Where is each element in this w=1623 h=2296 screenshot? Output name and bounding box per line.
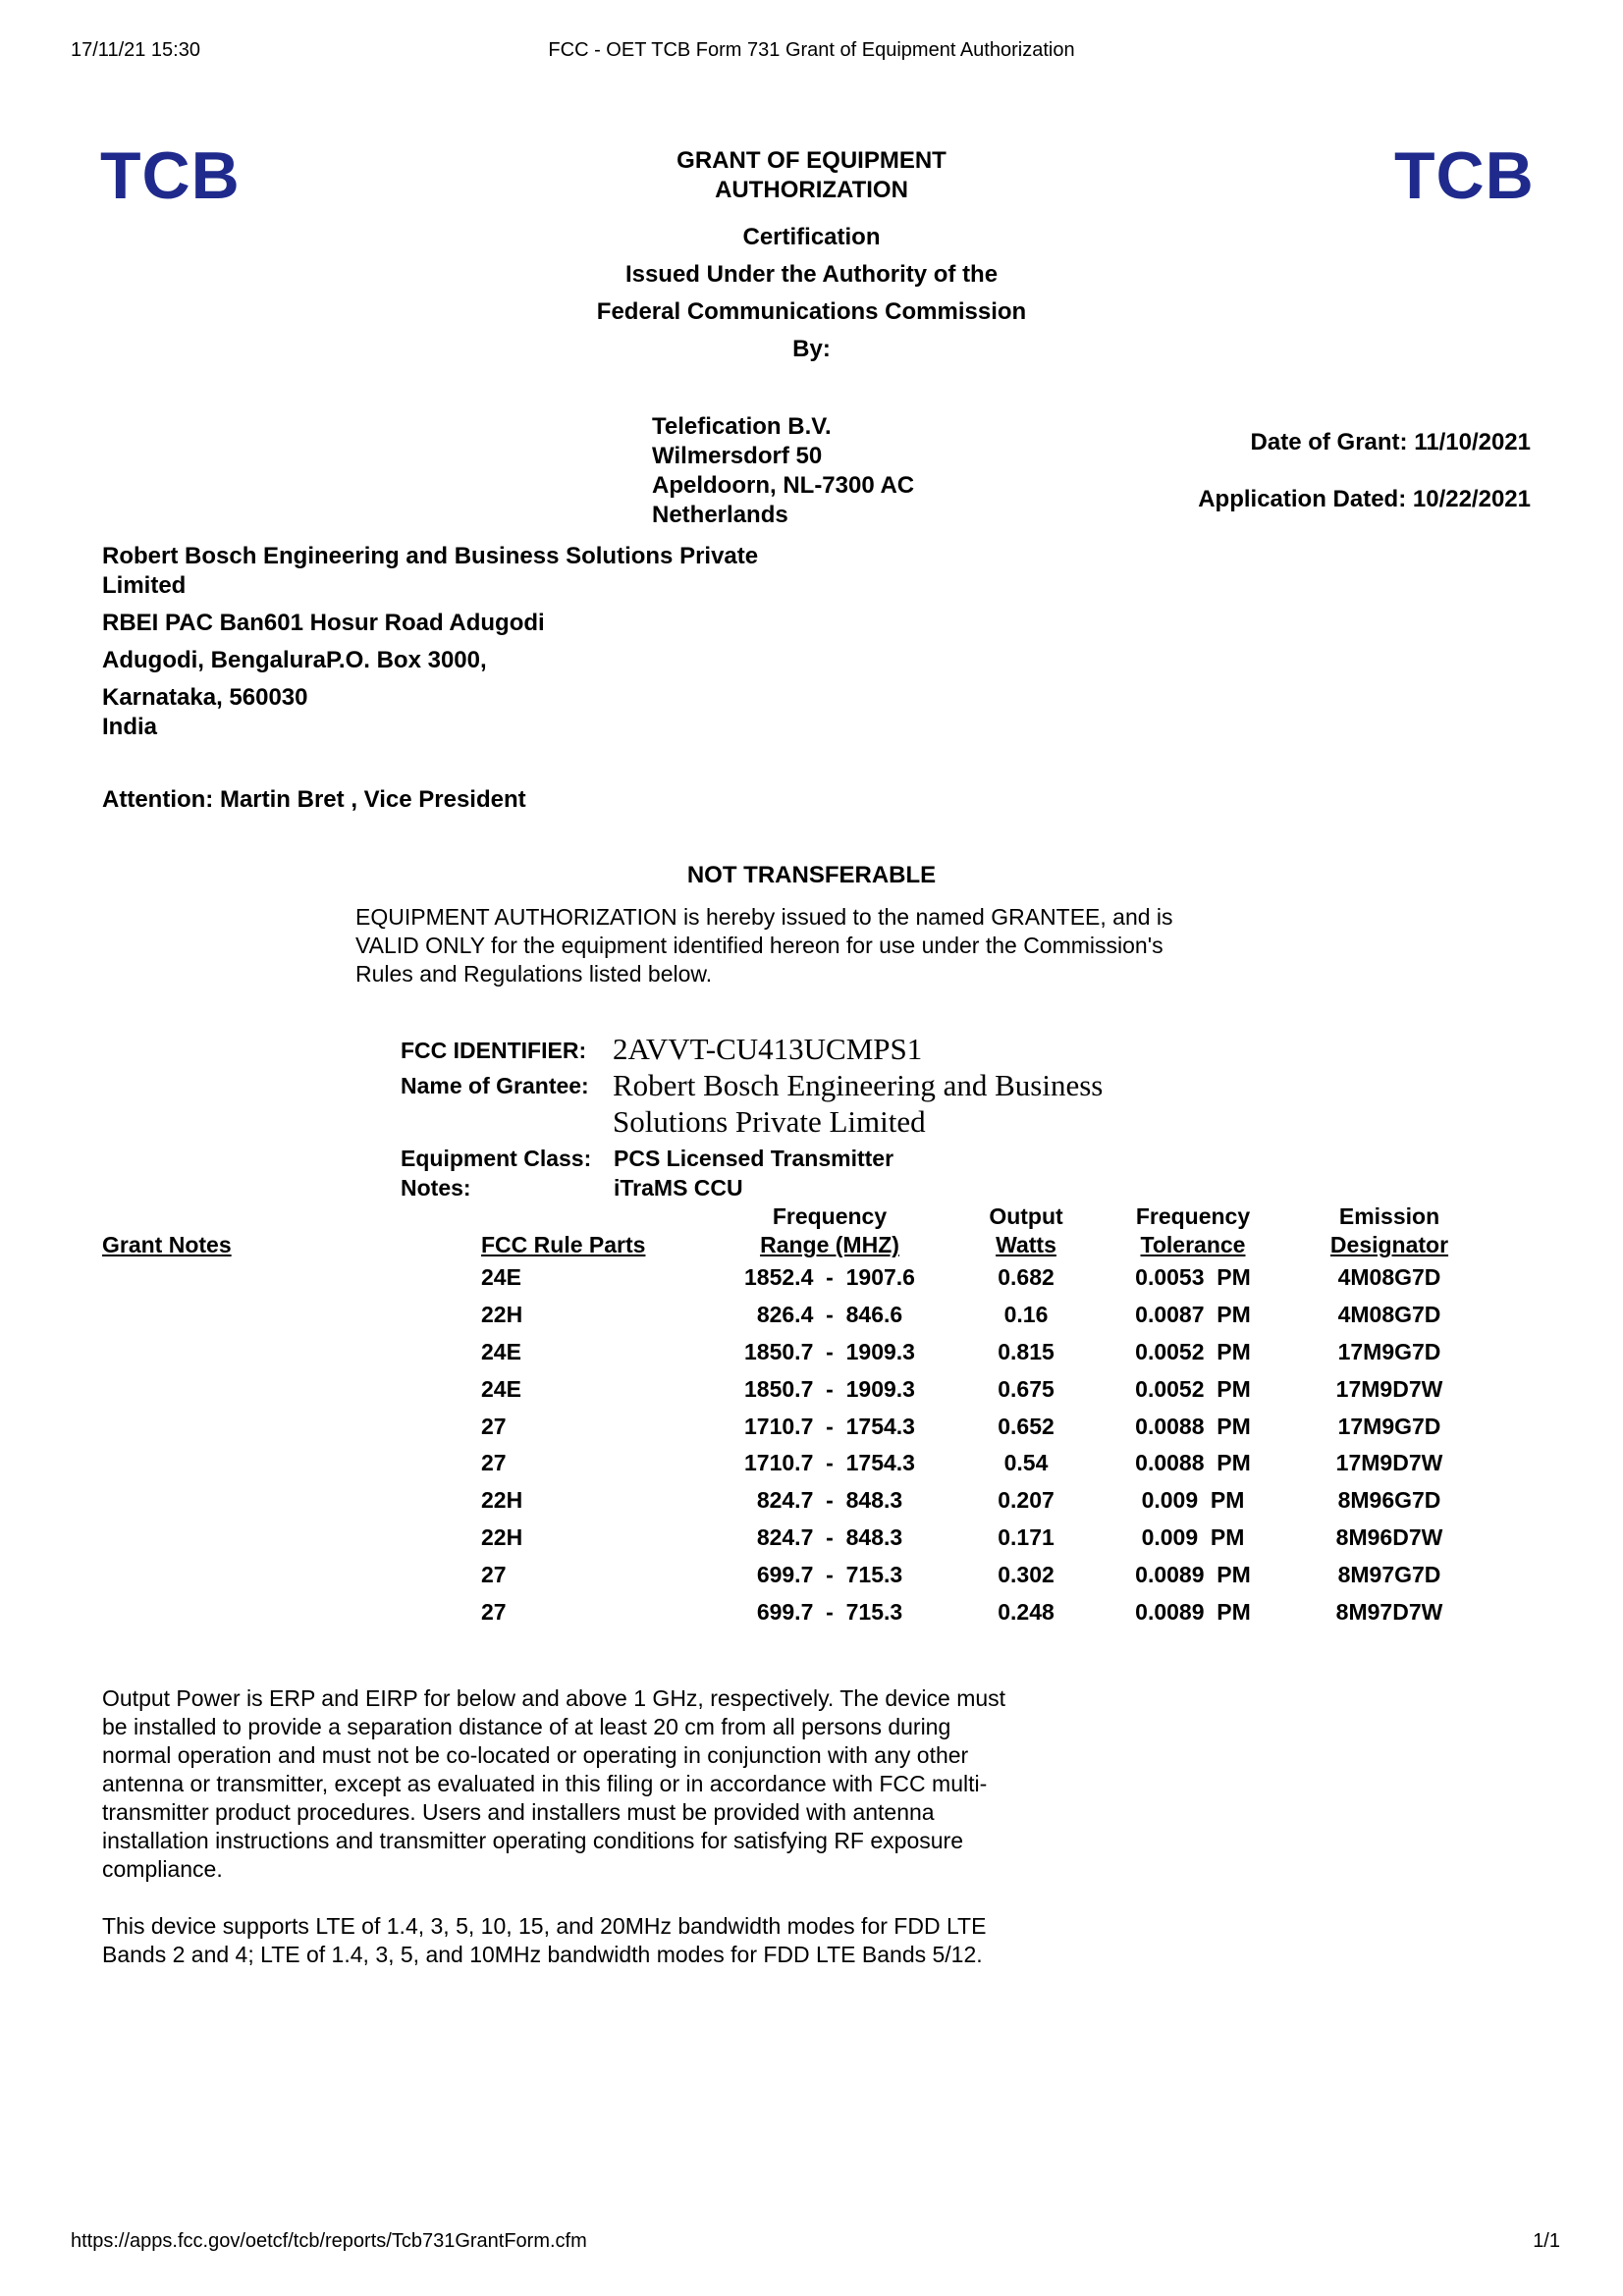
- authorization-line: VALID ONLY for the equipment identified hereon for use under the Commission's: [355, 933, 1163, 958]
- table-row: [79, 1408, 1492, 1445]
- range-high: 1909.3: [845, 1338, 915, 1364]
- heading-fcc: Federal Communications Commission: [596, 298, 1027, 325]
- rule-part-cell: 22H: [481, 1523, 523, 1550]
- table-row: [79, 1482, 1492, 1520]
- note-line: normal operation and must not be co-located or operating in conjunction with any other: [102, 1742, 969, 1768]
- range-high: 1907.6: [845, 1264, 915, 1291]
- frequency-tolerance-cell: 0.009 PM: [1141, 1523, 1245, 1550]
- range-high: 1754.3: [845, 1450, 915, 1476]
- authorization-line: Rules and Regulations listed below.: [355, 961, 713, 987]
- emission-designator-cell: 8M97D7W: [1335, 1598, 1443, 1625]
- emission-designator-cell: 17M9G7D: [1337, 1338, 1441, 1364]
- output-watts-cell: 0.171: [998, 1523, 1055, 1550]
- header-grant-notes: Grant Notes: [102, 1232, 232, 1257]
- tcb-logo-right: TCB: [1394, 138, 1535, 213]
- range-low: 824.7: [756, 1487, 814, 1514]
- notes-label: Notes:: [401, 1175, 471, 1201]
- grantee-name-label: Name of Grantee:: [401, 1073, 589, 1098]
- note-line: antenna or transmitter, except as evaluated in this filing or in accordance with FCC multi-: [102, 1771, 988, 1796]
- range-low: 1852.4: [744, 1264, 814, 1291]
- range-high: 1754.3: [845, 1413, 915, 1439]
- header-frequency-range: Frequency Range (MHZ): [760, 1203, 899, 1257]
- grant-notes-cell: [79, 1482, 456, 1520]
- grant-notes-cell: [79, 1259, 456, 1297]
- range-low: 1850.7: [744, 1375, 814, 1402]
- equipment-class-label: Equipment Class:: [401, 1146, 592, 1171]
- emission-designator-cell: 4M08G7D: [1337, 1302, 1441, 1328]
- authorization-line: EQUIPMENT AUTHORIZATION is hereby issued to the named GRANTEE, and is: [355, 904, 1173, 930]
- range-low: 826.4: [756, 1302, 814, 1328]
- output-watts-cell: 0.815: [998, 1338, 1055, 1364]
- output-watts-cell: 0.16: [1003, 1302, 1049, 1328]
- frequency-range-cell: 1850.7 - 1909.3: [744, 1338, 915, 1364]
- range-low: 1710.7: [744, 1413, 814, 1439]
- frequency-tolerance-cell: 0.0088 PM: [1135, 1413, 1251, 1439]
- tcb-address-line: Apeldoorn, NL-7300 AC: [652, 472, 915, 499]
- range-high: 1909.3: [845, 1375, 915, 1402]
- output-watts-cell: 0.54: [1003, 1450, 1049, 1476]
- frequency-range-cell: 1710.7 - 1754.3: [744, 1413, 915, 1439]
- grantee-address-line: Limited: [102, 572, 187, 599]
- table-row: [79, 1334, 1492, 1371]
- tcb-logo-left: TCB: [100, 138, 241, 213]
- frequency-tolerance-cell: 0.0088 PM: [1135, 1450, 1251, 1476]
- date-of-grant: Date of Grant: 11/10/2021: [1250, 429, 1531, 455]
- note-line: Output Power is ERP and EIRP for below and above 1 GHz, respectively. The device must: [102, 1685, 1006, 1711]
- note-line: Bands 2 and 4; LTE of 1.4, 3, 5, and 10MHz bandwidth modes for FDD LTE Bands 5/12.: [102, 1942, 983, 1967]
- range-high: 848.3: [845, 1487, 903, 1514]
- application-dated: Application Dated: 10/22/2021: [1198, 486, 1531, 512]
- grant-notes-cell: [79, 1445, 456, 1482]
- table-row: [79, 1259, 1492, 1297]
- note-line: This device supports LTE of 1.4, 3, 5, 10, 15, and 20MHz bandwidth modes for FDD LTE: [102, 1913, 987, 1939]
- tcb-address: [652, 412, 914, 530]
- heading-by: By:: [792, 336, 831, 362]
- grantee-address: [102, 542, 758, 742]
- rule-part-cell: 24E: [481, 1375, 521, 1402]
- heading-certification: Certification: [742, 224, 881, 250]
- range-high: 846.6: [845, 1302, 903, 1328]
- lte-bandwidth-note: [102, 1912, 1123, 1969]
- range-high: 715.3: [845, 1561, 903, 1587]
- frequency-tolerance-cell: 0.009 PM: [1141, 1487, 1245, 1514]
- grant-notes-cell: [79, 1556, 456, 1593]
- output-power-note: [102, 1684, 1123, 1884]
- frequency-tolerance-cell: 0.0089 PM: [1135, 1561, 1251, 1587]
- heading-line2: AUTHORIZATION: [715, 177, 908, 203]
- table-row: [79, 1370, 1492, 1408]
- table-header-row: [79, 1202, 1492, 1259]
- grant-notes-cell: [79, 1334, 456, 1371]
- grant-notes-cell: [79, 1520, 456, 1557]
- note-line: transmitter product procedures. Users and installers must be provided with antenna: [102, 1799, 935, 1825]
- emission-designator-cell: 8M96G7D: [1337, 1487, 1441, 1514]
- grant-table: [79, 1202, 1492, 1630]
- range-low: 1710.7: [744, 1450, 814, 1476]
- frequency-range-cell: 699.7 - 715.3: [756, 1598, 903, 1625]
- frequency-range-cell: 1850.7 - 1909.3: [744, 1375, 915, 1402]
- header-rule-parts: FCC Rule Parts: [481, 1232, 646, 1257]
- equipment-class-value: PCS Licensed Transmitter: [614, 1146, 894, 1171]
- tcb-address-line: Netherlands: [652, 502, 788, 528]
- grant-notes-cell: [79, 1593, 456, 1630]
- rule-part-cell: 27: [481, 1561, 507, 1587]
- output-watts-cell: 0.675: [998, 1375, 1055, 1402]
- grantee-name-value-line1: Robert Bosch Engineering and Business: [613, 1068, 1104, 1102]
- frequency-range-cell: 699.7 - 715.3: [756, 1561, 903, 1587]
- rule-part-cell: 22H: [481, 1487, 523, 1514]
- authorization-text: [355, 903, 1173, 988]
- not-transferable: NOT TRANSFERABLE: [686, 862, 937, 888]
- range-low: 1850.7: [744, 1338, 814, 1364]
- fcc-identifier-value: 2AVVT-CU413UCMPS1: [613, 1032, 923, 1066]
- frequency-range-cell: 824.7 - 848.3: [756, 1523, 903, 1550]
- grantee-address-line: Adugodi, BengaluraP.O. Box 3000,: [102, 647, 487, 673]
- grant-notes-cell: [79, 1408, 456, 1445]
- frequency-range-cell: 826.4 - 846.6: [756, 1302, 903, 1328]
- print-datetime: 17/11/21 15:30: [71, 39, 200, 61]
- output-watts-cell: 0.652: [998, 1413, 1055, 1439]
- grantee-name-value-line2: Solutions Private Limited: [613, 1104, 926, 1139]
- emission-designator-cell: 4M08G7D: [1337, 1264, 1441, 1291]
- range-high: 848.3: [845, 1523, 903, 1550]
- frequency-tolerance-cell: 0.0089 PM: [1135, 1598, 1251, 1625]
- rule-part-cell: 27: [481, 1598, 507, 1625]
- grantee-address-line: Karnataka, 560030: [102, 684, 308, 711]
- table-row: [79, 1556, 1492, 1593]
- range-low: 699.7: [756, 1561, 814, 1587]
- frequency-tolerance-cell: 0.0087 PM: [1135, 1302, 1251, 1328]
- frequency-range-cell: 1852.4 - 1907.6: [744, 1264, 915, 1291]
- emission-designator-cell: 17M9D7W: [1335, 1450, 1443, 1476]
- output-watts-cell: 0.682: [998, 1264, 1055, 1291]
- table-row: [79, 1593, 1492, 1630]
- table-row: [79, 1297, 1492, 1334]
- grant-notes-cell: [79, 1370, 456, 1408]
- output-watts-cell: 0.248: [998, 1598, 1055, 1625]
- emission-designator-cell: 8M97G7D: [1337, 1561, 1441, 1587]
- frequency-range-cell: 824.7 - 848.3: [756, 1487, 903, 1514]
- frequency-range-cell: 1710.7 - 1754.3: [744, 1450, 915, 1476]
- emission-designator-cell: 8M96D7W: [1335, 1523, 1443, 1550]
- footer-url[interactable]: https://apps.fcc.gov/oetcf/tcb/reports/Tcb731GrantForm.cfm: [71, 2230, 587, 2252]
- header-frequency-tolerance: Frequency Tolerance: [1135, 1203, 1251, 1257]
- emission-designator-cell: 17M9G7D: [1337, 1413, 1441, 1439]
- table-row: [79, 1520, 1492, 1557]
- note-line: compliance.: [102, 1856, 223, 1882]
- frequency-tolerance-cell: 0.0052 PM: [1135, 1338, 1251, 1364]
- grantee-address-line: India: [102, 714, 158, 740]
- table-row: [79, 1445, 1492, 1482]
- heading-line1: GRANT OF EQUIPMENT: [676, 147, 947, 174]
- range-high: 715.3: [845, 1598, 903, 1625]
- header-output-watts: Output Watts: [989, 1203, 1063, 1257]
- rule-part-cell: 22H: [481, 1302, 523, 1328]
- note-line: installation instructions and transmitter operating conditions for satisfying RF exposure: [102, 1828, 963, 1853]
- attention-line: Attention: Martin Bret , Vice President: [102, 786, 526, 813]
- tcb-address-line: Telefication B.V.: [652, 413, 832, 440]
- grant-notes-cell: [79, 1297, 456, 1334]
- emission-designator-cell: 17M9D7W: [1335, 1375, 1443, 1402]
- rule-part-cell: 24E: [481, 1338, 521, 1364]
- heading-authority: Issued Under the Authority of the: [624, 261, 999, 288]
- rule-part-cell: 27: [481, 1450, 507, 1476]
- fcc-identifier-label: FCC IDENTIFIER:: [401, 1038, 587, 1063]
- rule-part-cell: 27: [481, 1413, 507, 1439]
- grantee-address-line: Robert Bosch Engineering and Business Solutions Private: [102, 543, 759, 569]
- notes-value: iTraMS CCU: [614, 1175, 743, 1201]
- range-low: 824.7: [756, 1523, 814, 1550]
- header-emission-designator: Emission Designator: [1329, 1203, 1449, 1257]
- output-watts-cell: 0.302: [998, 1561, 1055, 1587]
- range-low: 699.7: [756, 1598, 814, 1625]
- tcb-address-line: Wilmersdorf 50: [652, 443, 823, 469]
- rule-part-cell: 24E: [481, 1264, 521, 1291]
- print-title: FCC - OET TCB Form 731 Grant of Equipment Authorization: [548, 39, 1075, 61]
- grantee-address-line: RBEI PAC Ban601 Hosur Road Adugodi: [102, 610, 545, 636]
- output-watts-cell: 0.207: [998, 1487, 1055, 1514]
- note-line: be installed to provide a separation distance of at least 20 cm from all persons during: [102, 1714, 951, 1739]
- frequency-tolerance-cell: 0.0052 PM: [1135, 1375, 1251, 1402]
- frequency-tolerance-cell: 0.0053 PM: [1135, 1264, 1251, 1291]
- footer-page-number: 1/1: [1533, 2230, 1560, 2252]
